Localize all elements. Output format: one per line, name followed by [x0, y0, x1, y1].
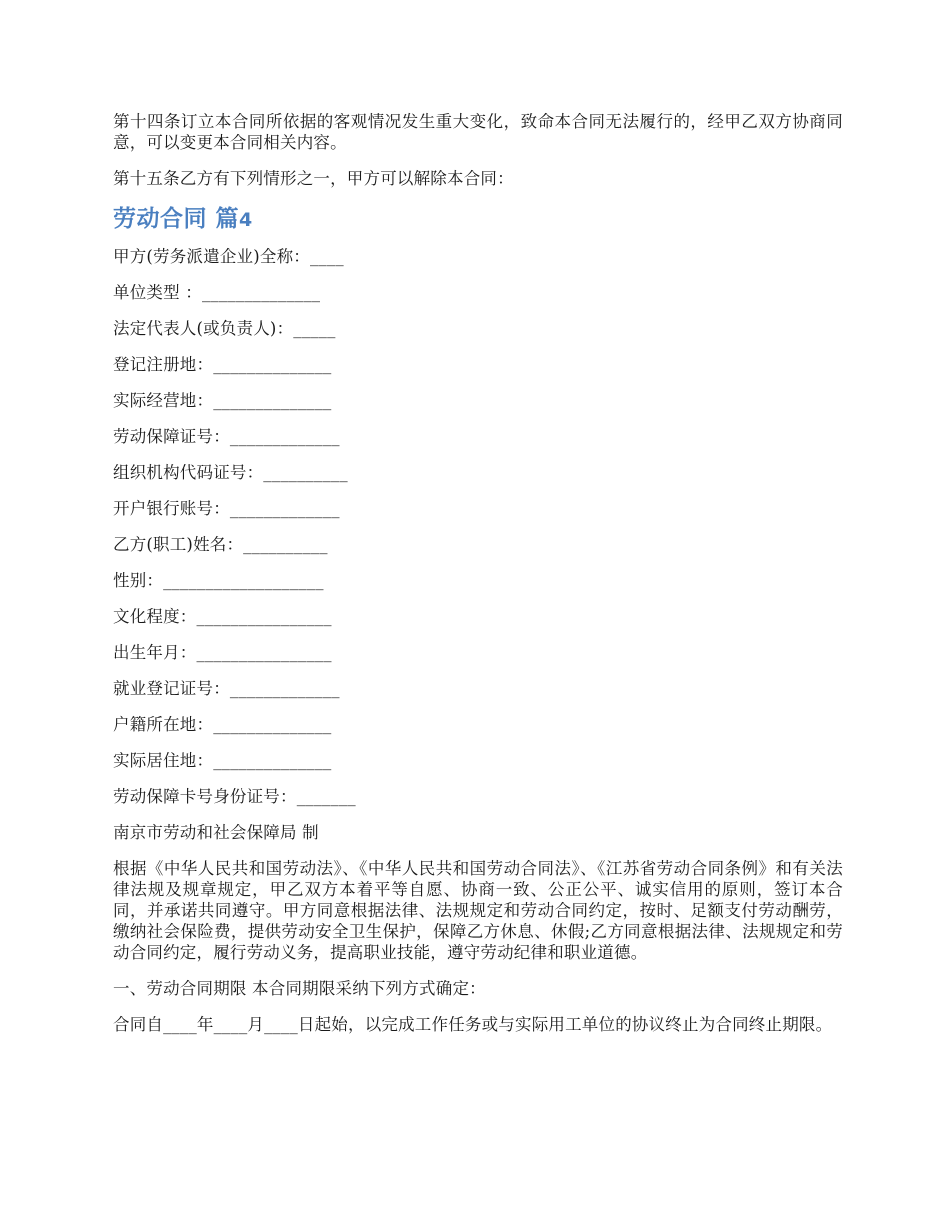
section-heading-text: 劳动合同 篇 [113, 206, 240, 232]
field-party-b-name: 乙方(职工)姓名：__________ [113, 535, 328, 554]
form-fields-list [113, 246, 843, 843]
field-legal-representative: 法定代表人(或负责人)：_____ [113, 319, 336, 338]
field-birth-date: 出生年月：________________ [113, 643, 332, 662]
document-page [113, 111, 843, 1050]
field-registered-address: 登记注册地：______________ [113, 355, 332, 374]
field-employment-registration: 就业登记证号：_____________ [113, 679, 340, 698]
field-residence-address: 实际居住地：______________ [113, 751, 332, 770]
field-party-a-name: 甲方(劳务派遣企业)全称：____ [113, 247, 344, 266]
contract-term-heading: 一、劳动合同期限 本合同期限采纳下列方式确定： [113, 979, 486, 998]
field-household-registration: 户籍所在地：______________ [113, 715, 332, 734]
field-security-card-id: 劳动保障卡号身份证号：_______ [113, 787, 356, 806]
field-labor-security-number: 劳动保障证号：_____________ [113, 427, 340, 446]
section-heading [113, 204, 843, 235]
issuer-line: 南京市劳动和社会保障局 制 [113, 823, 319, 842]
contract-term-paragraph: 合同自____年____月____日起始，以完成工作任务或与实际用工单位的协议终止为合同终止期限。 [113, 1015, 833, 1034]
clause-15-paragraph: 第十五条乙方有下列情形之一，甲方可以解除本合同： [113, 169, 514, 188]
field-bank-account: 开户银行账号：_____________ [113, 499, 340, 518]
section-heading-number: 4 [239, 209, 253, 231]
clause-14-paragraph: 第十四条订立本合同所依据的客观情况发生重大变化，致命本合同无法履行的，经甲乙双方协商同意，可以变更本合同相关内容。 [113, 112, 843, 152]
field-education: 文化程度：________________ [113, 607, 332, 626]
preamble-paragraph: 根据《中华人民共和国劳动法》、《中华人民共和国劳动合同法》、《江苏省劳动合同条例》和有关法律法规及规章规定，甲乙双方本着平等自愿、协商一致、公正公平、诚实信用的原则，签订本合同，并承诺共同遵守。甲方同意根据法律、法规规定和劳动合同约定，按时、足额支付劳动酬劳，缴纳社会保险费，提供劳动安全卫生保护，保障乙方休息、休假;乙方同意根据法律、法规规定和劳动合同约定，履行劳动义务，提高职业技能，遵守劳动纪律和职业道德。 [113, 859, 843, 962]
field-gender: 性别：___________________ [113, 571, 324, 590]
field-unit-type: 单位类型 ：______________ [113, 283, 321, 302]
field-organization-code: 组织机构代码证号：__________ [113, 463, 348, 482]
field-business-address: 实际经营地：______________ [113, 391, 332, 410]
